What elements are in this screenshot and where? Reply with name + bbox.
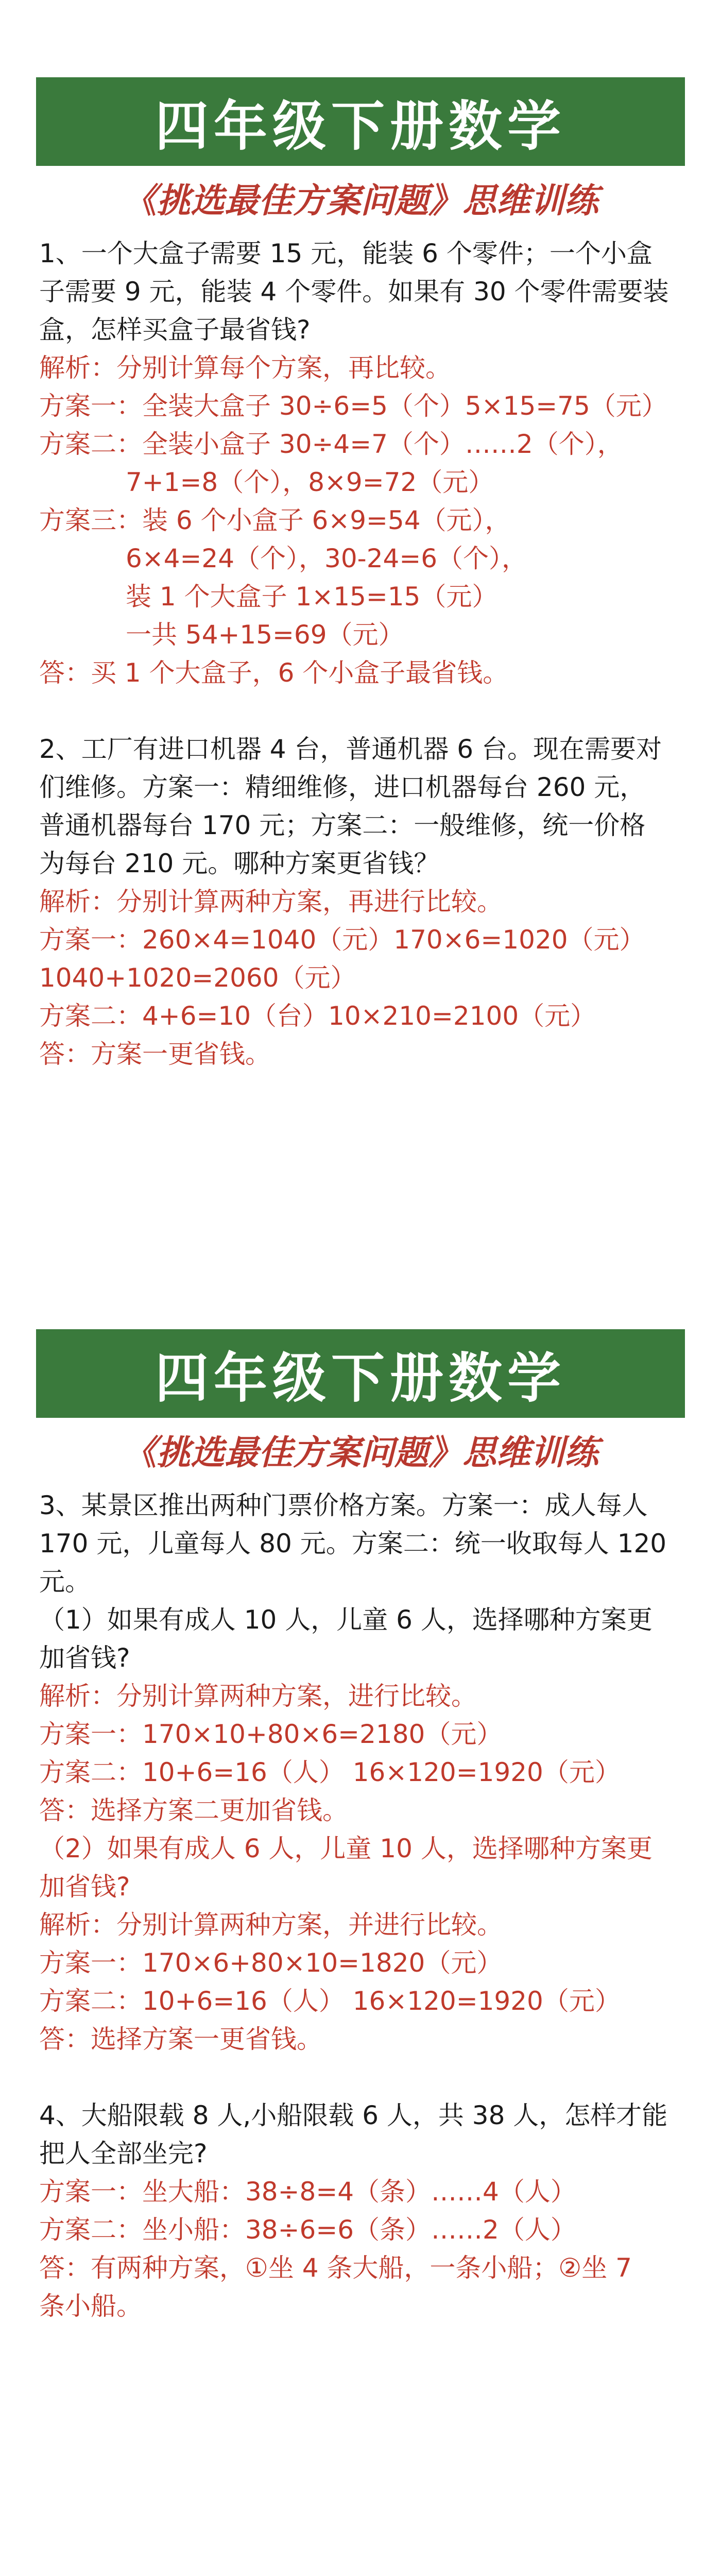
section-subtitle: 《挑选最佳方案问题》思维训练 — [123, 181, 598, 221]
problem-text-line: 4、大船限载 8 人,小船限载 6 人，共 38 人，怎样才能 — [39, 2100, 668, 2130]
solution-text-line: 方案二：10+6=16（人） 16×120=1920（元） — [39, 1986, 621, 2016]
problem-text-line: 3、某景区推出两种门票价格方案。方案一：成人每人 — [39, 1490, 648, 1520]
solution-text-line: 解析：分别计算两种方案，进行比较。 — [39, 1681, 477, 1711]
solution-text-line: 解析：分别计算两种方案，再进行比较。 — [39, 887, 503, 917]
solution-text-line: 方案一：全装大盒子 30÷6=5（个）5×15=75（元） — [39, 391, 667, 421]
problem-text-line: 170 元，儿童每人 80 元。方案二：统一收取每人 120 — [39, 1529, 667, 1558]
solution-text-line: 方案二：全装小盒子 30÷4=7（个）……2（个）， — [39, 429, 623, 459]
solution-text-line: 7+1=8（个），8×9=72（元） — [126, 467, 494, 497]
solution-text-line: 答：有两种方案，①坐 4 条大船，一条小船；②坐 7 — [39, 2253, 632, 2283]
solution-text-line: 解析：分别计算每个方案，再比较。 — [39, 353, 451, 383]
section-title-banner — [36, 77, 685, 166]
problem-spacer — [36, 2058, 685, 2096]
worksheet-section — [36, 1329, 685, 2325]
solution-text-line: 答：方案一更省钱。 — [39, 1039, 271, 1069]
problem-text-line: 1、一个大盒子需要 15 元，能装 6 个零件；一个小盒 — [39, 239, 653, 268]
solution-text-line: 答：选择方案二更加省钱。 — [39, 1795, 348, 1825]
problem-text-line: 子需要 9 元，能装 4 个零件。如果有 30 个零件需要装 — [39, 277, 669, 307]
solution-text-line: （2）如果有成人 6 人，儿童 10 人，选择哪种方案更 — [39, 1834, 653, 1863]
problem-block — [39, 730, 682, 1073]
problem-text-line: 元。 — [39, 1567, 91, 1597]
problem-text-line: 2、工厂有进口机器 4 台，普通机器 6 台。现在需要对 — [39, 734, 662, 764]
problem-text-line: 加省钱? — [39, 1643, 130, 1673]
problem-text-line: 把人全部坐完? — [39, 2139, 208, 2168]
section-title: 四年级下册数学 — [154, 95, 566, 158]
solution-text-line: 方案一：170×6+80×10=1820（元） — [39, 1948, 503, 1978]
solution-text-line: 条小船。 — [39, 2291, 142, 2321]
problem-spacer — [36, 692, 685, 730]
solution-text-line: 方案二：坐小船：38÷6=6（条）……2（人） — [39, 2215, 576, 2245]
solution-text-line: 答：买 1 个大盒子，6 个小盒子最省钱。 — [39, 658, 509, 688]
solution-text-line: 一共 54+15=69（元） — [126, 620, 404, 650]
problem-block — [39, 2096, 682, 2325]
solution-text-line: 方案二：10+6=16（人） 16×120=1920（元） — [39, 1757, 621, 1787]
solution-text-line: 方案三：装 6 个小盒子 6×9=54（元）， — [39, 505, 511, 535]
problem-text-line: 盒，怎样买盒子最省钱? — [39, 315, 311, 345]
section-title: 四年级下册数学 — [154, 1347, 566, 1410]
solution-text-line: 装 1 个大盒子 1×15=15（元） — [126, 582, 498, 612]
solution-text-line: 方案二：4+6=10（台）10×210=2100（元） — [39, 1001, 596, 1031]
solution-text-line: 方案一：260×4=1040（元）170×6=1020（元） — [39, 925, 645, 955]
solution-text-line: 答：选择方案一更省钱。 — [39, 2024, 322, 2054]
solution-text-line: 解析：分别计算两种方案，并进行比较。 — [39, 1910, 503, 1940]
solution-text-line: 加省钱? — [39, 1872, 130, 1902]
problem-block — [39, 1486, 682, 2058]
solution-text-line: 方案一：170×10+80×6=2180（元） — [39, 1719, 503, 1749]
problem-text-line: （1）如果有成人 10 人，儿童 6 人，选择哪种方案更 — [39, 1605, 653, 1635]
problem-block — [39, 234, 682, 692]
solution-text-line: 6×4=24（个），30-24=6（个）， — [126, 544, 528, 573]
solution-text-line: 1040+1020=2060（元） — [39, 963, 356, 993]
problem-text-line: 们维修。方案一：精细维修，进口机器每台 260 元， — [39, 772, 646, 802]
solution-text-line: 方案一：坐大船：38÷8=4（条）……4（人） — [39, 2177, 576, 2207]
worksheet-section — [36, 77, 685, 1073]
section-subtitle: 《挑选最佳方案问题》思维训练 — [123, 1433, 598, 1472]
problem-text-line: 为每台 210 元。哪种方案更省钱？ — [39, 849, 440, 878]
section-title-banner — [36, 1329, 685, 1418]
problem-text-line: 普通机器每台 170 元；方案二：一般维修，统一价格 — [39, 810, 646, 840]
